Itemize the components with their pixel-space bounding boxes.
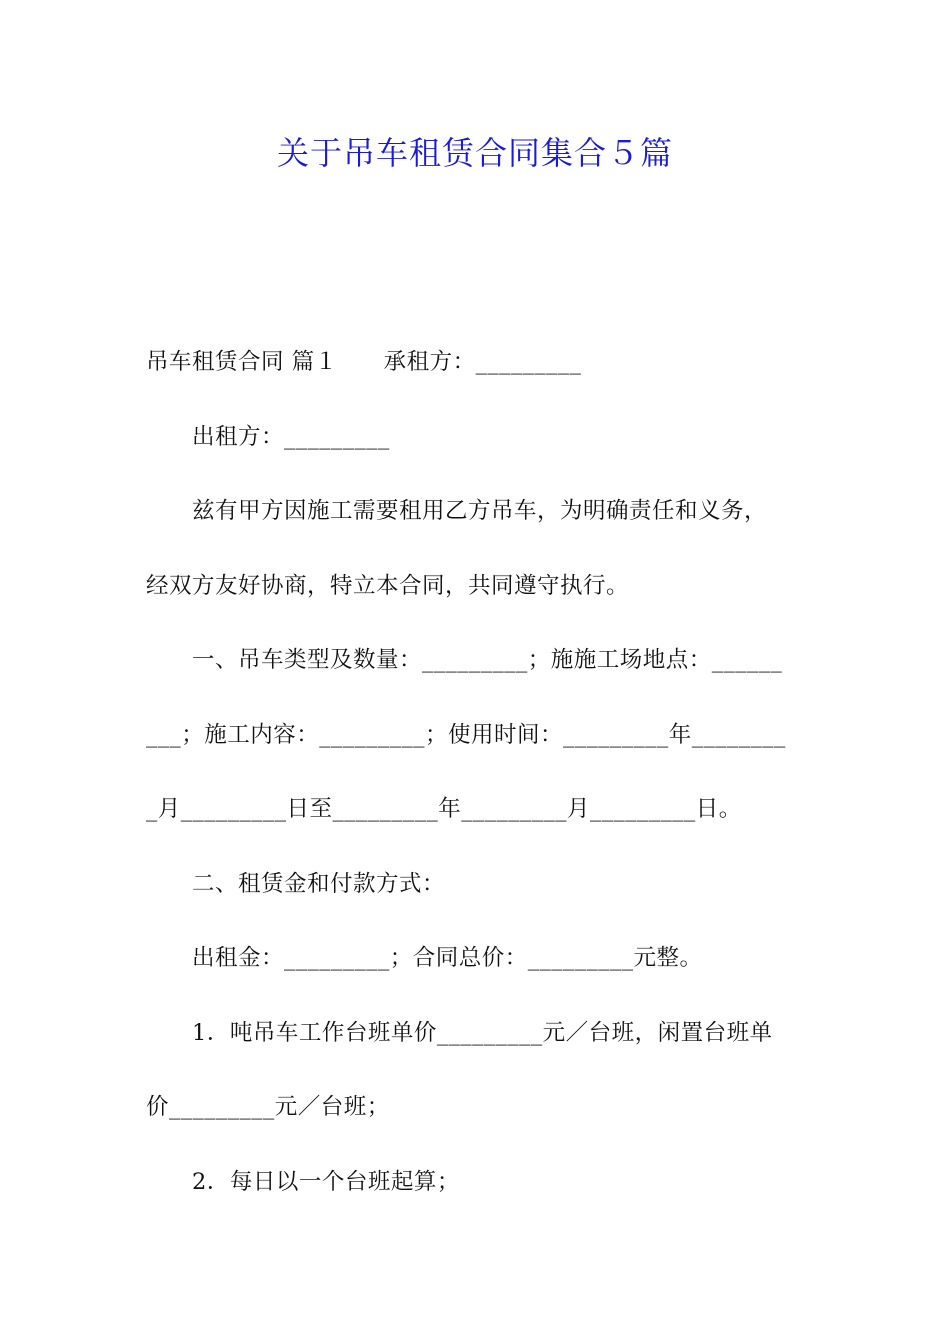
- section-two-heading: 二、租赁金和付款方式：: [192, 870, 446, 897]
- lessee-field: 承租方：_________: [383, 349, 582, 375]
- paragraph-line: _月_________日至_________年_________月_________日。: [146, 796, 742, 822]
- section-one-line: 一、吊车类型及数量：_________；施施工场地点：______: [192, 647, 783, 673]
- paragraph-line: 经双方友好协商，特立本合同，共同遵守执行。: [146, 572, 630, 599]
- paragraph-line: ___；施工内容：_________；使用时间：_________年________: [146, 721, 786, 748]
- lessor-field: 出租方：_________: [192, 423, 390, 450]
- contract-heading: 吊车租赁合同 篇１: [146, 349, 338, 375]
- paragraph-line: 价_________元／台班；: [146, 1094, 390, 1120]
- document-body: [146, 325, 808, 1219]
- clause-two-line: 2．每日以一个台班起算；: [192, 1168, 460, 1195]
- document-title: 关于吊车租赁合同集合５篇: [276, 134, 673, 172]
- paragraph-line: 兹有甲方因施工需要租用乙方吊车，为明确责任和义务，: [192, 498, 768, 524]
- contract-heading-line: [146, 325, 808, 400]
- clause-one-line: 1．吨吊车工作台班单价_________元／台班，闲置台班单: [192, 1019, 773, 1046]
- rent-field-line: 出租金：_________；合同总价：_________元整。: [192, 945, 703, 971]
